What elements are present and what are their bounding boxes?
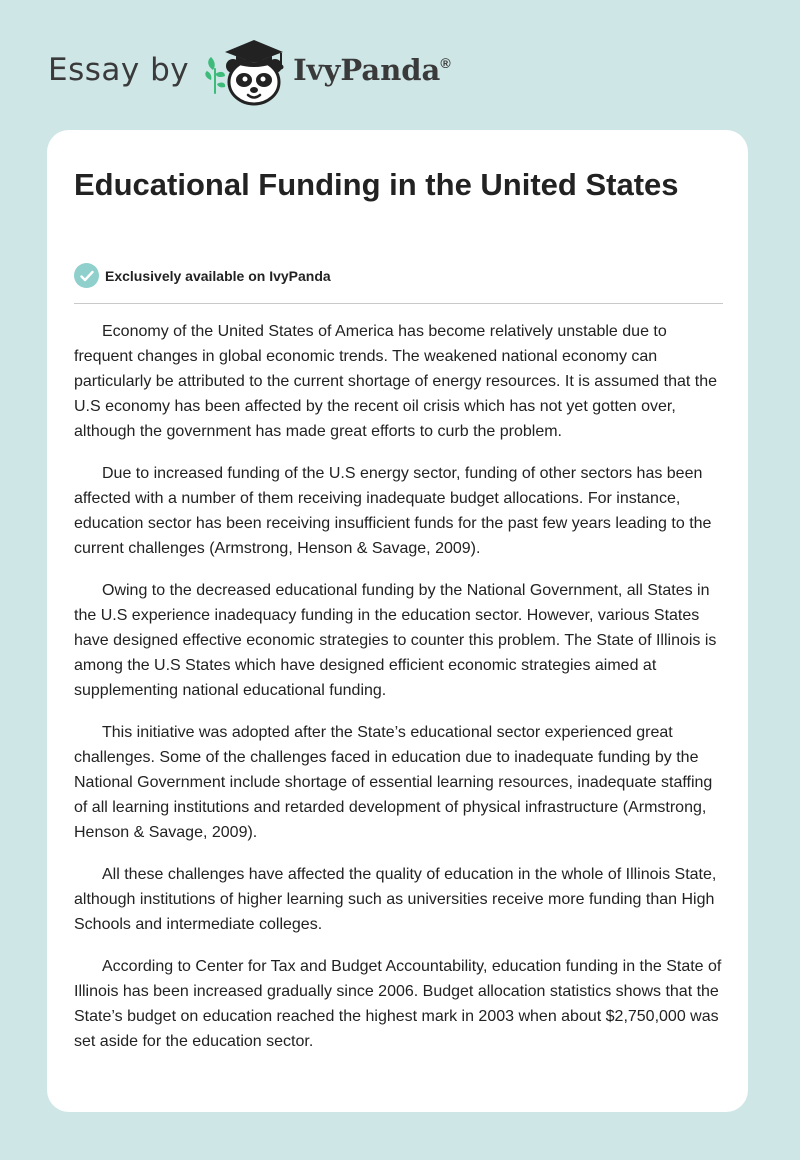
exclusive-badge (74, 263, 331, 288)
essay-body (74, 319, 724, 1071)
exclusive-label: Exclusively available on IvyPanda (105, 267, 331, 284)
registered-mark: ® (440, 55, 451, 71)
site-header (48, 30, 451, 110)
paragraph-2: Due to increased funding of the U.S energy sector, funding of other sectors has been affected with a number of them receiving inadequate budget allocations. For instance, education sector has been receiving insufficient funds for the past few years leading to the current challenges (Armstrong, Henson & Savage, 2009). (74, 465, 712, 557)
essay-card (47, 130, 748, 1112)
paragraph-5: All these challenges have affected the quality of education in the whole of Illinois State, although institutions of higher learning such as universities receive more funding than High Schools and intermediate colleges. (74, 866, 717, 933)
page-title: Educational Funding in the United States (74, 167, 679, 202)
check-circle-icon (74, 263, 99, 288)
panda-graduate-logo-icon[interactable] (203, 30, 291, 110)
brand-name[interactable]: IvyPanda® (293, 53, 451, 87)
paragraph-6: According to Center for Tax and Budget Accountability, education funding in the State of Illinois has been increased gradually since 2006. Budget allocation statistics shows that the State’s budget on education reached the highest mark in 2003 when about $2,750,000 was set aside for the education sector. (74, 958, 722, 1050)
divider (74, 303, 723, 304)
paragraph-1: Economy of the United States of America has become relatively unstable due to frequent changes in global economic trends. The weakened national economy can particularly be attributed to the current shortage of energy resources. It is assumed that the U.S economy has been affected by the recent oil crisis which has not yet gotten over, although the government has made great efforts to curb the problem. (74, 323, 718, 440)
essay-by-label: Essay by (48, 52, 190, 88)
paragraph-3: Owing to the decreased educational funding by the National Government, all States in the U.S experience inadequacy funding in the education sector. However, various States have designed effective economic strategies to counter this problem. The State of Illinois is among the U.S States which have designed efficient economic strategies aimed at supplementing national educational funding. (74, 582, 717, 699)
paragraph-4: This initiative was adopted after the State’s educational sector experienced great challenges. Some of the challenges faced in education due to inadequate funding by the National Government include shortage of essential learning resources, inadequate staffing of all learning institutions and retarded development of physical infrastructure (Armstrong, Henson & Savage, 2009). (74, 724, 713, 841)
